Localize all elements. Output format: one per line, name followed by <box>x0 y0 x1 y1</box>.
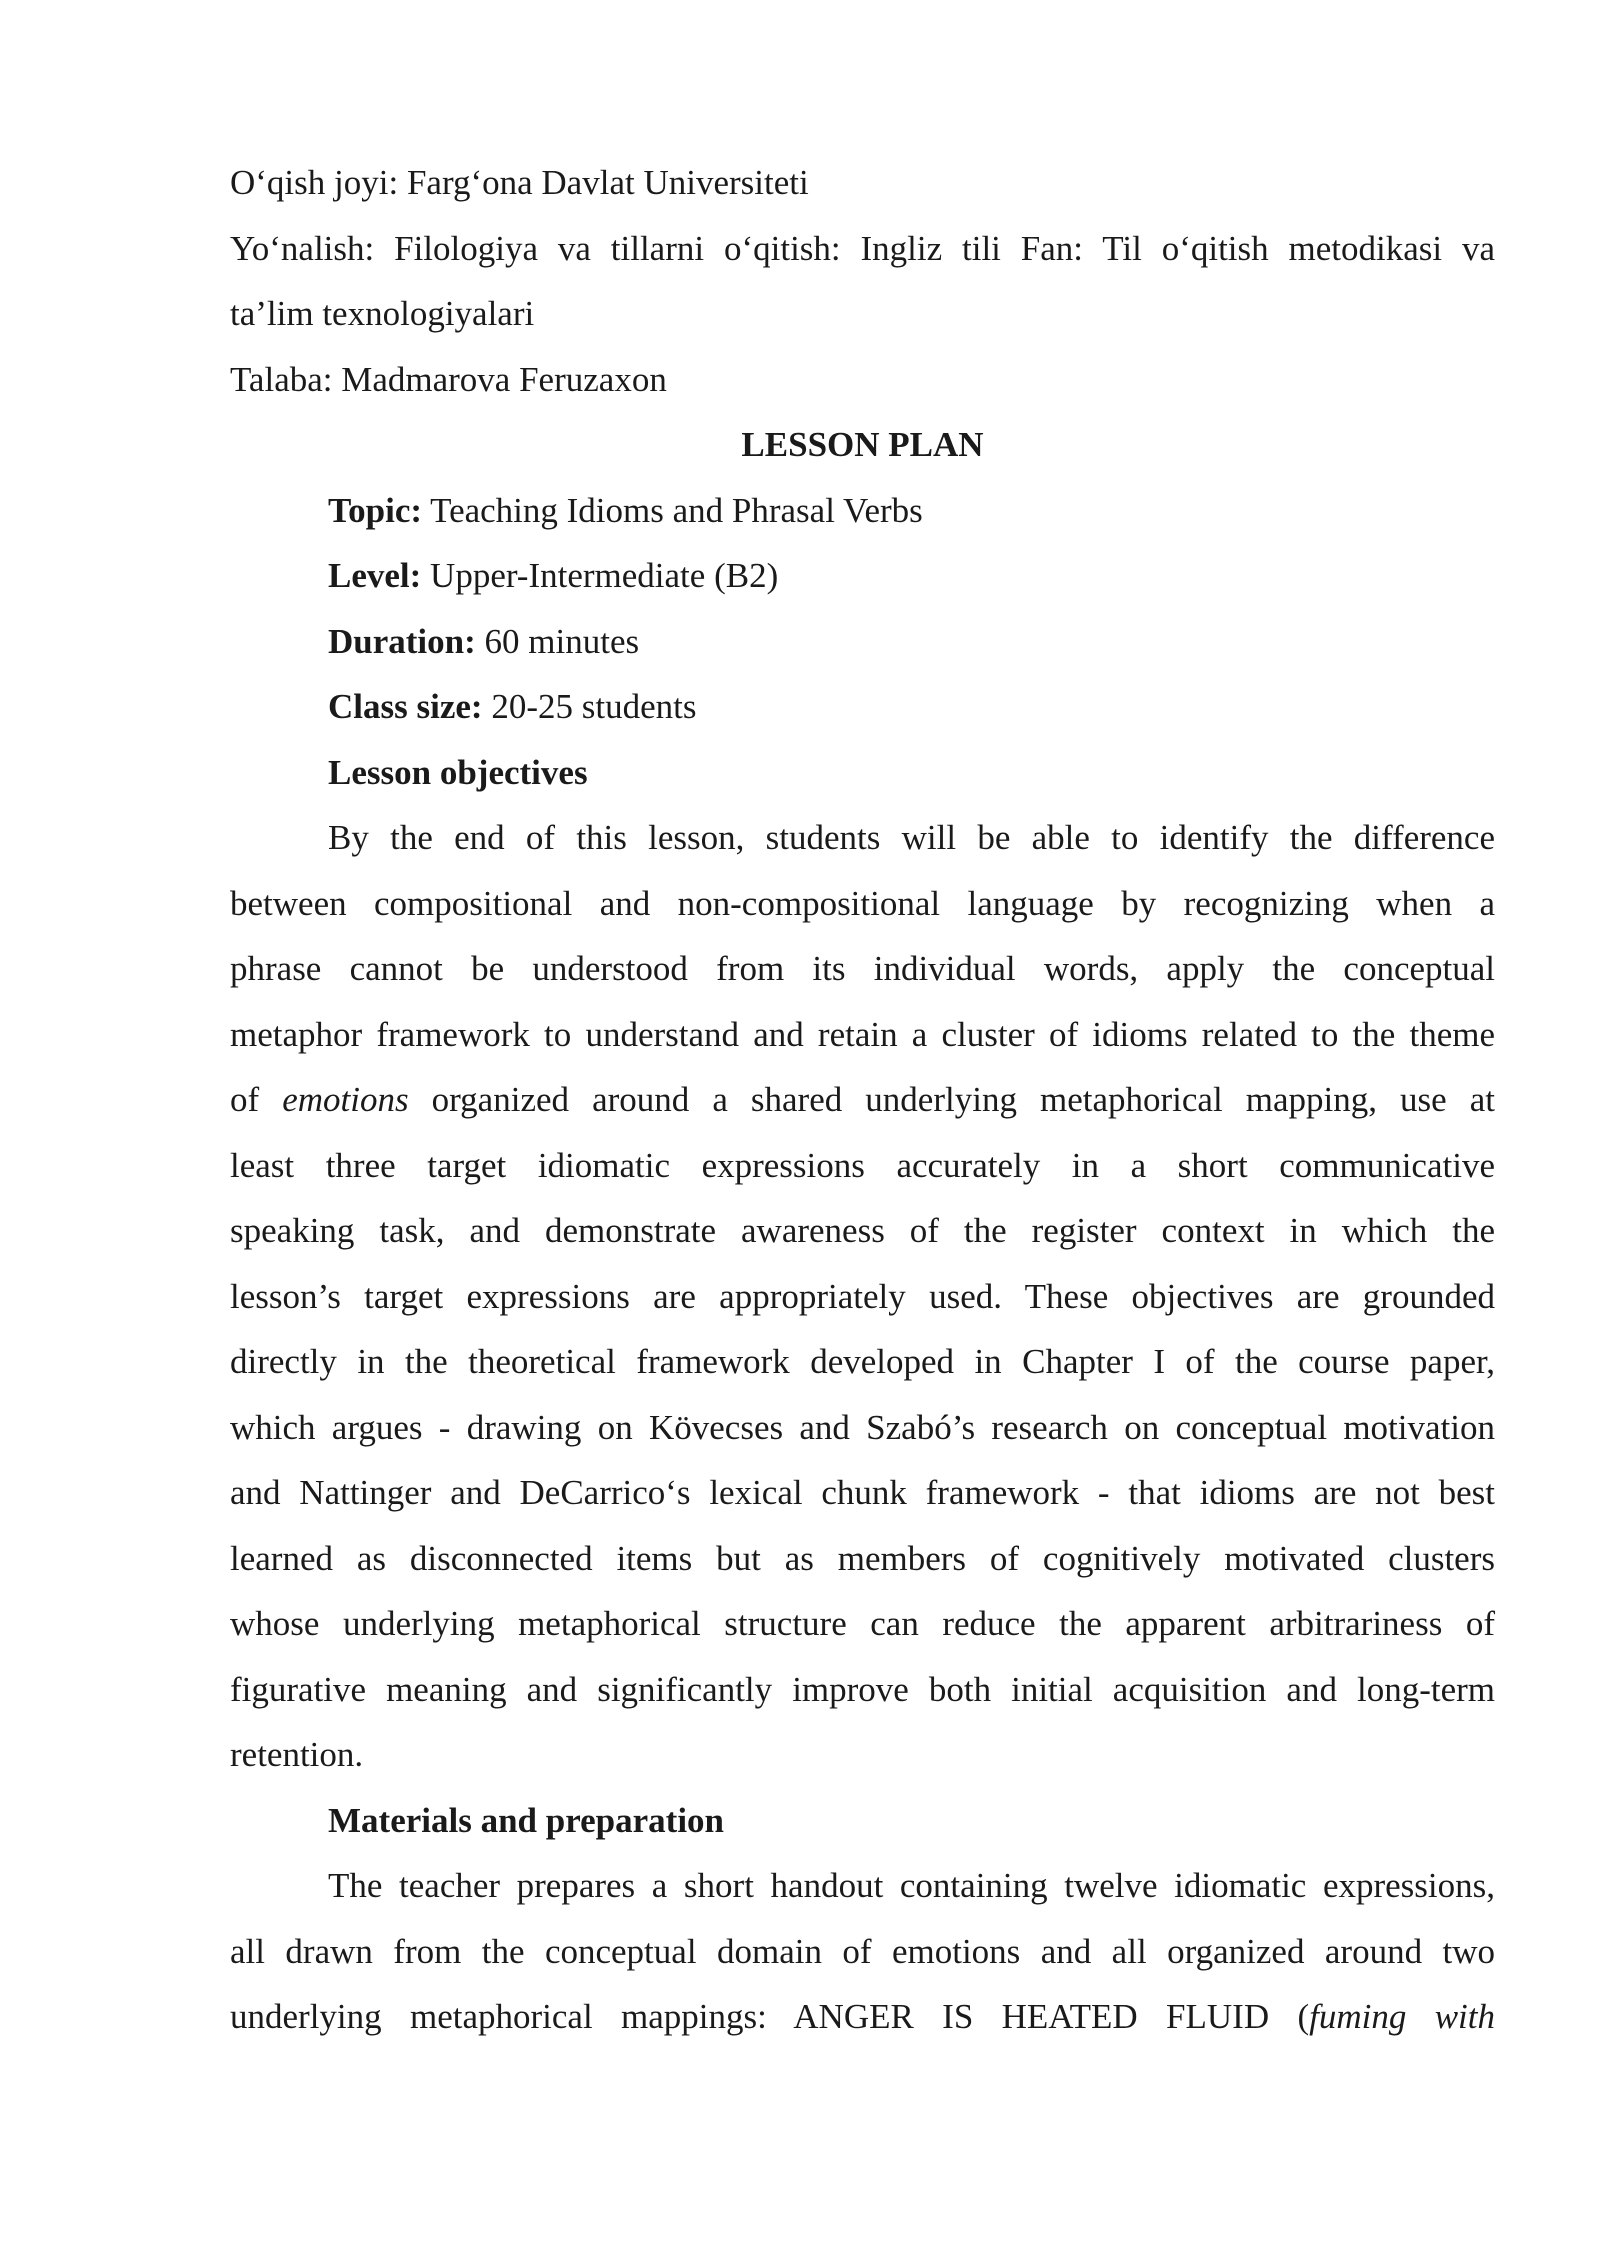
student-name: Talaba: Madmarova Feruzaxon <box>230 359 667 399</box>
objectives-text: of <box>230 1080 283 1119</box>
objectives-line: By the end of this lesson, students will be able to identify the difference <box>328 818 1495 857</box>
class-size-label: Class size: <box>328 687 483 726</box>
objectives-line: which argues - drawing on Kövecses and Szabó’s research on conceptual motivation <box>230 1407 1495 1447</box>
level-label: Level: <box>328 556 422 595</box>
objectives-text: organized around a shared underlying metaphorical mapping, use at <box>408 1080 1495 1119</box>
materials-text: underlying metaphorical mappings: ANGER IS HEATED FLUID ( <box>230 1997 1310 2036</box>
duration-line <box>230 609 1495 675</box>
objectives-line: whose underlying metaphorical structure can reduce the apparent arbitrariness of <box>230 1604 1495 1643</box>
objectives-paragraph <box>230 805 1495 1788</box>
objectives-line: learned as disconnected items but as members of cognitively motivated clusters <box>230 1538 1495 1578</box>
objectives-line: phrase cannot be understood from its individual words, apply the conceptual <box>230 949 1495 988</box>
level-line <box>230 543 1495 609</box>
objectives-italic-text: emotions <box>282 1080 409 1119</box>
direction-line-1: Yo‘nalish: Filologiya va tillarni o‘qitish: Ingliz tili Fan: Til o‘qitish metodikasi va <box>230 228 1495 268</box>
objectives-line: directly in the theoretical framework developed in Chapter I of the course paper, <box>230 1342 1495 1381</box>
objectives-line: least three target idiomatic expressions accurately in a short communicative <box>230 1145 1495 1185</box>
topic-line <box>230 478 1495 544</box>
level-value: Upper-Intermediate (B2) <box>421 556 779 595</box>
objectives-line: retention. <box>230 1735 364 1774</box>
materials-italic-text: fuming with <box>1309 1997 1495 2036</box>
materials-line: The teacher prepares a short handout containing twelve idiomatic expressions, <box>328 1866 1495 1905</box>
place-of-study: O‘qish joyi: Farg‘ona Davlat Universiteti <box>230 163 809 202</box>
page-title: LESSON PLAN <box>741 425 984 464</box>
materials-paragraph <box>230 1853 1495 2050</box>
topic-label: Topic: <box>328 490 423 530</box>
objectives-line: metaphor framework to understand and retain a cluster of idioms related to the theme <box>230 1014 1495 1054</box>
objectives-line: between compositional and non-compositional language by recognizing when a <box>230 883 1495 923</box>
objectives-line: figurative meaning and significantly improve both initial acquisition and long-term <box>230 1669 1495 1709</box>
materials-heading <box>230 1788 1495 1854</box>
materials-line <box>230 1984 1495 2050</box>
duration-value: 60 minutes <box>475 621 640 661</box>
materials-heading-text: Materials and preparation <box>328 1800 725 1840</box>
document-page <box>230 150 1495 2050</box>
objectives-line: speaking task, and demonstrate awareness of the register context in which the <box>230 1211 1495 1250</box>
class-size-value: 20-25 students <box>482 687 697 726</box>
objectives-line: and Nattinger and DeCarrico‘s lexical chunk framework - that idioms are not best <box>230 1473 1495 1512</box>
objectives-line: lesson’s target expressions are appropriately used. These objectives are grounded <box>230 1276 1495 1316</box>
topic-value: Teaching Idioms and Phrasal Verbs <box>422 490 923 530</box>
objectives-line <box>230 1067 1495 1133</box>
duration-label: Duration: <box>328 621 476 661</box>
direction-line-2: ta’lim texnologiyalari <box>230 294 535 333</box>
objectives-heading <box>230 740 1495 806</box>
objectives-heading-text: Lesson objectives <box>328 752 588 792</box>
class-size-line <box>230 674 1495 740</box>
materials-line: all drawn from the conceptual domain of emotions and all organized around two <box>230 1931 1495 1971</box>
